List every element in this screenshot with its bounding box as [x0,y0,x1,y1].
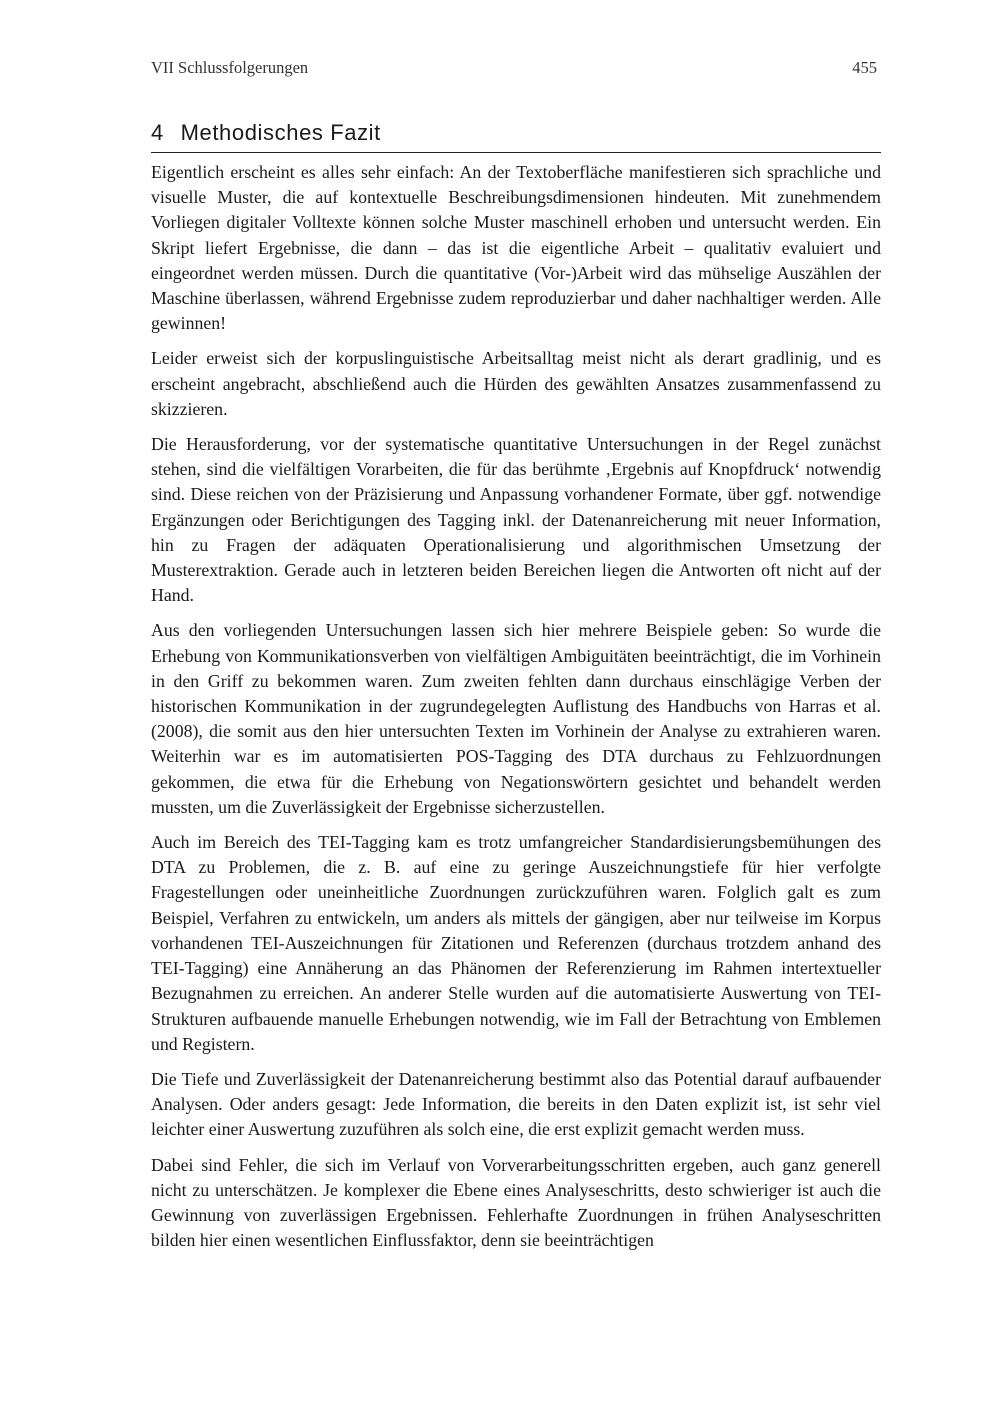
paragraph-6: Die Tiefe und Zuverlässigkeit der Datenanreicherung bestimmt also das Potential darauf aufbauender Analysen. Oder anders gesagt: Jede Information, die bereits in den Daten explizit ist, ist sehr viel leichter einer Auswertung zuzuführen als solch eine, die erst explizit gemacht werden muss. [151,1068,881,1140]
page-number: 455 [852,58,877,77]
paragraph-5: Auch im Bereich des TEI-Tagging kam es trotz umfangreicher Standardisierungsbemühungen des DTA zu Problemen, die z. B. auf eine zu geringe Auszeichnungstiefe für hier verfolgte Fragestellungen oder uneinheitliche Zuordnungen zurückzuführen waren. Folglich galt es zum Beispiel, Verfahren zu entwickeln, um anders als mittels der gängigen, aber nur teilweise im Korpus vorhandenen TEI-Auszeichnungen für Zitationen und Referenzen (durchaus trotzdem anhand des TEI-Tagging) eine Annäherung an das Phänomen der Referenzierung im Rahmen intertextueller Bezugnahmen zu erreichen. An anderer Stelle wurden auf die automatisierte Auswertung von TEI-Strukturen aufbauende manuelle Erhebungen notwendig, wie im Fall der Betrachtung von Emblemen und Registern. [151,832,881,1054]
section-heading [151,120,881,153]
paragraph-4: Aus den vorliegenden Untersuchungen lassen sich hier mehrere Beispiele geben: So wurde die Erhebung von Kommunikationsverben von vielfältigen Ambiguitäten beeinträchtigt, die im Vorhinein in den Griff zu bekommen waren. Zum zweiten fehlten dann durchaus einschlägige Verben der historischen Kommunikation in der zugrundegelegten Auflistung des Handbuchs von Harras et al. (2008), die somit aus den hier untersuchten Texten im Vorhinein der Analyse zu extrahieren waren. Weiterhin war es im automatisierten POS-Tagging des DTA durchaus zu Fehlzuordnungen gekommen, die etwa für die Erhebung von Negationswörtern gesichtet und behandelt werden mussten, um die Zuverlässigkeit der Ergebnisse sicherzustellen. [151,620,881,817]
section-title: Methodisches Fazit [180,120,381,145]
body-text [151,160,881,1263]
chapter-title: VII Schlussfolgerungen [151,58,309,77]
running-header [151,58,877,84]
paragraph-1: Eigentlich erscheint es alles sehr einfach: An der Textoberfläche manifestieren sich sprachliche und visuelle Muster, die auf kontextuelle Beschreibungsdimensionen hindeuten. Mit zunehmendem Vorliegen digitaler Volltexte können solche Muster maschinell erhoben und untersucht werden. Ein Skript liefert Ergebnisse, die dann – das ist die eigentliche Arbeit – qualitativ evaluiert und eingeordnet werden müssen. Durch die quantitative (Vor-)Arbeit wird das mühselige Auszählen der Maschine überlassen, während Ergebnisse zudem reproduzierbar und daher nachhaltiger werden. Alle gewinnen! [151,162,881,334]
paragraph-3: Die Herausforderung, vor der systematische quantitative Untersuchungen in der Regel zunächst stehen, sind die vielfältigen Vorarbeiten, die für das berühmte ‚Ergebnis auf Knopfdruck‘ notwendig sind. Diese reichen von der Präzisierung und Anpassung vorhandener Formate, über ggf. notwendige Ergänzungen oder Berichtigungen des Tagging inkl. der Datenanreicherung mit neuer Information, hin zu Fragen der adäquaten Operationalisierung und algorithmischen Umsetzung der Musterextraktion. Gerade auch in letzteren beiden Bereichen liegen die Antworten oft nicht auf der Hand. [151,434,881,606]
paragraph-7: Dabei sind Fehler, die sich im Verlauf von Vorverarbeitungsschritten ergeben, auch ganz generell nicht zu unterschätzen. Je komplexer die Ebene eines Analyseschritts, desto schwieriger ist auch die Gewinnung von zuverlässigen Ergebnissen. Fehlerhafte Zuordnungen in frühen Analyseschritten bilden hier einen wesentlichen Einflussfaktor, denn sie beeinträchtigen [151,1154,881,1251]
paragraph-2: Leider erweist sich der korpuslinguistische Arbeitsalltag meist nicht als derart gradlinig, und es erscheint angebracht, abschließend auch die Hürden des gewählten Ansatzes zusammenfassend zu skizzieren. [151,348,881,419]
section-number: 4 [151,120,164,145]
